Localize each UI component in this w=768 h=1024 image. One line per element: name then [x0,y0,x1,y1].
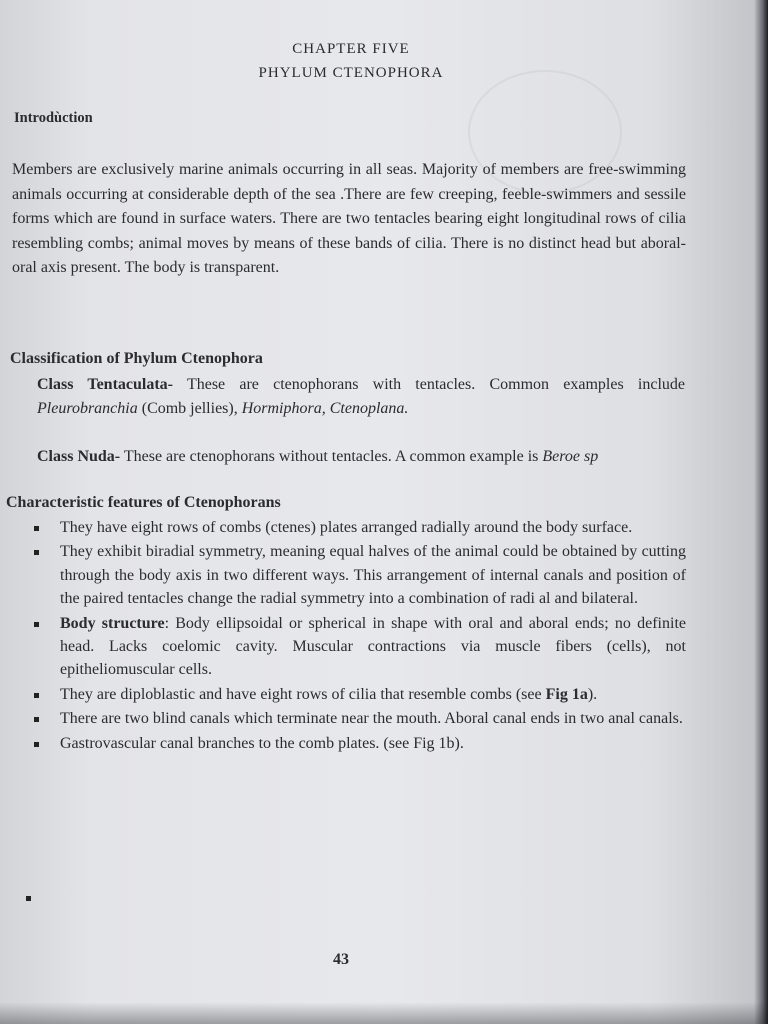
example-hormiphora: Hormiphora, Ctenoplana. [241,399,409,417]
feature-blind-canals: There are two blind canals which terminate near the mouth. Aboral canal ends in two anal canals. [60,710,683,728]
list-item [26,540,686,610]
classification-heading: Classification of Phylum Ctenophora [10,350,263,367]
list-item [26,707,686,730]
features-list [26,516,686,756]
bullet-icon [34,550,39,555]
class-tentaculata-name: Class Tentaculata- [37,376,174,393]
chapter-number: CHAPTER FIVE [292,41,410,57]
chapter-title: PHYLUM CTENOPHORA [258,65,444,81]
features-heading: Characteristic features of Ctenophorans [6,494,281,511]
feature-combs: They have eight rows of combs (ctenes) plates arranged radially around the body surface. [60,519,633,536]
class-nuda [37,445,685,469]
list-item [26,683,686,706]
example-beroe: Beroe sp [542,448,599,465]
figure-ref-1a: Fig 1a [545,685,588,703]
bullet-icon [34,526,39,531]
class-nuda-name: Class Nuda- [37,448,121,465]
bullet-icon [34,717,39,722]
feature-diploblastic: They are diploblastic and have eight rows of cilia that resemble combs (see [60,685,546,703]
feature-body-structure-label: Body structure [60,614,165,632]
bullet-icon [34,622,39,627]
class-tentaculata [37,373,685,420]
class-nuda-text: These are ctenophorans without tentacles. A common example is [120,448,543,465]
list-item [26,732,686,755]
page-bottom-shadow [0,1002,768,1024]
introduction-heading: Introdùction [14,110,93,126]
list-item [26,516,686,539]
page-number: 43 [333,951,349,968]
feature-body-structure: : Body ellipsoidal or spherical in shape with oral and aboral ends; no definite head. Lacks coelomic cavity. Muscular contractions via muscle fibers (cells), not epitheliomuscular cells. [60,614,686,679]
class-tentaculata-mid: (Comb jellies), [137,399,242,417]
feature-symmetry: They exhibit biradial symmetry, meaning equal halves of the animal could be obtained by cutting through the body axis in two different ways. This arrangement of internal canals and position of the paired tentacles change the radial symmetry into a combination of radi al and bilateral. [60,543,686,608]
feature-diploblastic-end: ). [587,685,598,703]
empty-bullet-icon [26,896,31,901]
introduction-paragraph: Members are exclusively marine animals occurring in all seas. Majority of members are free-swimming animals occurring at considerable depth of the sea .There are few creeping, feeble-swimmers and sessile forms which are found in surface waters. There are two tentacles bearing eight longitudinal rows of cilia resembling combs; animal moves by means of these bands of cilia. There is no distinct head but aboral-oral axis present. The body is transparent. [12,161,686,277]
page-edge-shadow [754,0,768,1024]
class-tentaculata-text: These are ctenophorans with tentacles. Common examples include [173,376,685,393]
feature-gastrovascular: Gastrovascular canal branches to the comb plates. (see Fig 1b). [60,734,464,752]
example-pleurobranchia: Pleurobranchia [37,399,138,417]
bullet-icon [34,693,39,698]
bullet-icon [34,742,39,747]
list-item [26,612,686,682]
